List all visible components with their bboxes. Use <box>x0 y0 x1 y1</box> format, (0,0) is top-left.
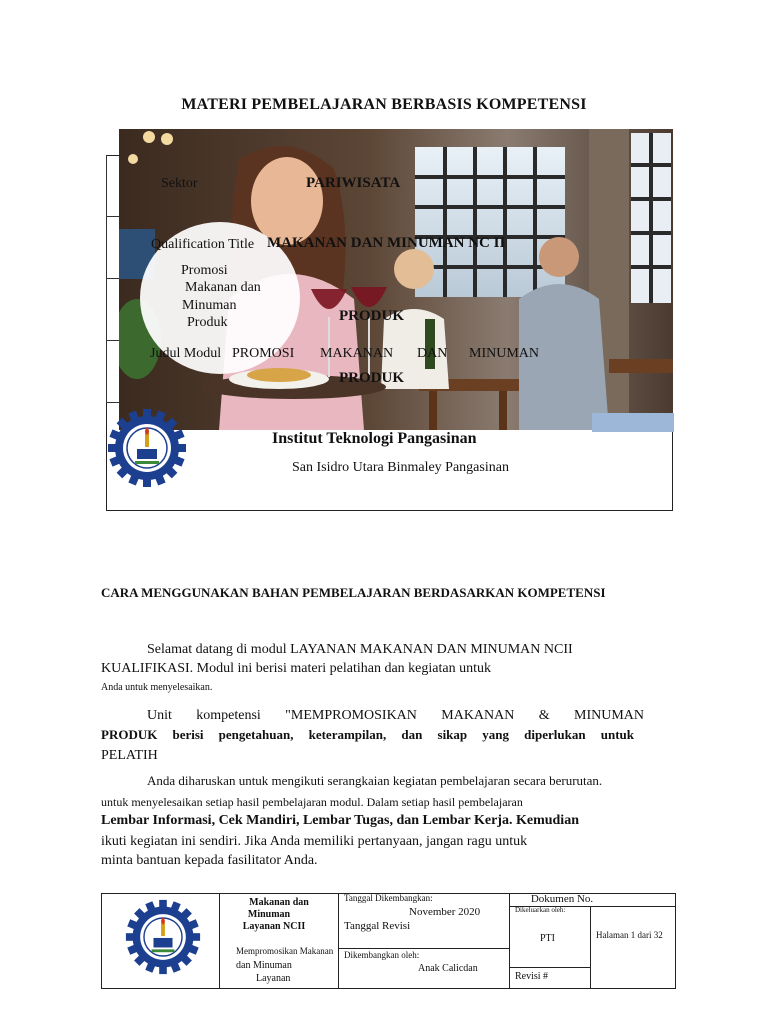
date-developed-value: November 2020 <box>409 906 481 918</box>
module-value: PRODUK <box>339 370 404 386</box>
revision-label: Revisi # <box>515 971 549 982</box>
institute-logo <box>106 407 188 489</box>
badge-line: Minuman <box>182 298 237 313</box>
sector-value: PARIWISATA <box>306 175 401 191</box>
qualification-value: MAKANAN DAN MINUMAN NC II <box>267 235 506 251</box>
badge-line: Promosi <box>181 263 228 278</box>
footer-col-divider <box>338 893 339 989</box>
developed-by-value: Anak Calicdan <box>418 963 478 974</box>
paragraph-line: Unit kompetensi "MEMPROMOSIKAN MAKANAN & MINUMAN <box>147 708 644 723</box>
document-no-label: Dokumen No. <box>530 893 594 905</box>
sector-label: Sektor <box>161 176 198 191</box>
footer-row-divider <box>338 948 509 949</box>
footer-row-divider <box>509 967 590 968</box>
badge-line: Makanan dan <box>185 280 261 295</box>
footer-col-divider <box>509 893 510 989</box>
footer-institute-logo <box>124 898 202 976</box>
footer-col-divider <box>590 906 591 989</box>
developed-by-label: Dikembangkan oleh: <box>344 950 420 960</box>
footer-course-line: Makanan dan <box>249 897 309 908</box>
paragraph-line: minta bantuan kepada fasilitator Anda. <box>101 853 318 868</box>
footer-module-line: Layanan <box>256 973 291 984</box>
paragraph-line: Anda untuk menyelesaikan. <box>101 682 213 693</box>
footer-module-line: Mempromosikan Makanan <box>236 946 334 956</box>
paragraph-line: PELATIH <box>101 748 158 763</box>
footer-course-line: Minuman <box>247 909 291 920</box>
paragraph-line: Lembar Informasi, Cek Mandiri, Lembar Tugas, dan Lembar Kerja. Kemudian <box>101 813 579 828</box>
footer-module-line: dan Minuman <box>236 960 292 971</box>
date-developed-label: Tanggal Dikembangkan: <box>344 893 433 903</box>
paragraph-line: ikuti kegiatan ini sendiri. Jika Anda memiliki pertanyaan, jangan ragu untuk <box>101 834 528 849</box>
qualification-label: Qualification Title <box>151 237 255 252</box>
date-revised-label: Tanggal Revisi <box>344 920 411 932</box>
paragraph-line: Selamat datang di modul LAYANAN MAKANAN DAN MINUMAN NCII <box>147 642 573 657</box>
paragraph-line: KUALIFIKASI. Modul ini berisi materi pelatihan dan kegiatan untuk <box>101 661 491 676</box>
footer-course-line: Layanan NCII <box>242 921 306 932</box>
module-word: MINUMAN <box>469 346 539 361</box>
badge-line: Produk <box>187 315 228 330</box>
module-word: PROMOSI <box>232 346 295 361</box>
issued-by-label: Dikeluarkan oleh: <box>515 906 566 914</box>
document-title: MATERI PEMBELAJARAN BERBASIS KOMPETENSI <box>181 96 587 113</box>
paragraph-line: Anda diharuskan untuk mengikuti serangkaian kegiatan pembelajaran secara berurutan. <box>147 773 603 788</box>
module-word: DAN <box>417 346 448 361</box>
accent-strip <box>592 413 674 432</box>
institute-name: Institut Teknologi Pangasinan <box>272 430 477 447</box>
institute-address: San Isidro Utara Binmaley Pangasinan <box>292 460 509 475</box>
module-label: Judul Modul <box>150 346 222 361</box>
paragraph-line: untuk menyelesaikan setiap hasil pembelajaran modul. Dalam setiap hasil pembelajaran <box>101 795 523 809</box>
issued-by-value: PTI <box>540 933 555 944</box>
cover-left-rule <box>106 155 107 403</box>
paragraph-line: PRODUK berisi pengetahuan, keterampilan, dan sikap yang diperlukan untuk <box>101 727 634 742</box>
page-number: Halaman 1 dari 32 <box>596 930 663 940</box>
section-heading: CARA MENGGUNAKAN BAHAN PEMBELAJARAN BERDASARKAN KOMPETENSI <box>101 585 606 600</box>
module-word: MAKANAN <box>320 346 394 361</box>
unit-value: PRODUK <box>339 308 404 324</box>
